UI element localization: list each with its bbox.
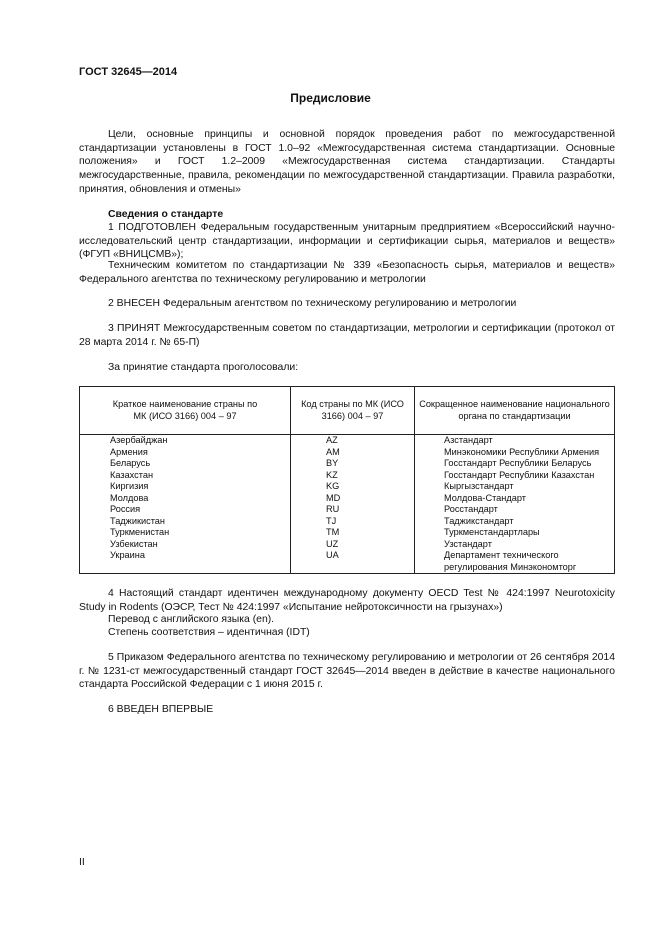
table-header-body: Сокращенное наименование национального органа по стандартизации [415, 387, 615, 435]
country-cell: Узбекистан [80, 539, 291, 551]
code-cell: RU [291, 504, 415, 516]
table-row [80, 539, 615, 551]
table-row [80, 470, 615, 482]
code-cell: KZ [291, 470, 415, 482]
item-4c: Степень соответствия – идентичная (IDT) [108, 627, 310, 638]
country-cell: Молдова [80, 493, 291, 505]
item-2: 2 ВНЕСЕН Федеральным агентством по техническому регулированию и метрологии [108, 298, 517, 309]
table-row [80, 527, 615, 539]
country-cell: Армения [80, 447, 291, 459]
body-cell: Департамент технического регулирования Минэкономторг [415, 550, 615, 574]
item-1b: Техническим комитетом по стандартизации № 339 «Безопасность сырья, материалов и веществ» Федерального агентства по техническому регулированию и метрологии [79, 260, 615, 285]
item-4b: Перевод с английского языка (en). [108, 614, 275, 625]
table-row [80, 435, 615, 447]
body-cell: Росстандарт [415, 504, 615, 516]
table-row [80, 493, 615, 505]
document-code: ГОСТ 32645—2014 [79, 66, 178, 78]
body-cell: Госстандарт Республики Казахстан [415, 470, 615, 482]
code-cell: AM [291, 447, 415, 459]
item-4: 4 Настоящий стандарт идентичен международному документу OECD Test № 424:1997 Neurotoxicity Study in Rodents (ОЭСР, Тест № 424:1997 «Испытание нейротоксичности на грызунах») [79, 588, 615, 613]
item-5: 5 Приказом Федерального агентства по техническому регулированию и метрологии от 26 сентября 2014 г. № 1231-ст межгосударственный стандарт ГОСТ 32645—2014 введен в действие в качестве национального стандарта Российской Федерации с 1 июня 2015 г. [79, 652, 615, 691]
code-cell: UZ [291, 539, 415, 551]
country-cell: Таджикистан [80, 516, 291, 528]
item-6: 6 ВВЕДЕН ВПЕРВЫЕ [108, 704, 214, 715]
code-cell: BY [291, 458, 415, 470]
country-cell: Украина [80, 550, 291, 574]
country-cell: Россия [80, 504, 291, 516]
country-cell: Казахстан [80, 470, 291, 482]
page-number: II [79, 857, 85, 868]
code-cell: MD [291, 493, 415, 505]
country-cell: Беларусь [80, 458, 291, 470]
body-cell: Кыргызстандарт [415, 481, 615, 493]
body-cell: Госстандарт Республики Беларусь [415, 458, 615, 470]
table-row [80, 447, 615, 459]
table-row [80, 504, 615, 516]
country-cell: Азербайджан [80, 435, 291, 447]
code-cell: TJ [291, 516, 415, 528]
body-cell: Молдова-Стандарт [415, 493, 615, 505]
table-header-code: Код страны по МК (ИСО 3166) 004 – 97 [291, 387, 415, 435]
body-cell: Узстандарт [415, 539, 615, 551]
table-row [80, 481, 615, 493]
country-cell: Туркменистан [80, 527, 291, 539]
code-cell: AZ [291, 435, 415, 447]
item-3: 3 ПРИНЯТ Межгосударственным советом по стандартизации, метрологии и сертификации (протокол от 28 марта 2014 г. № 65-П) [79, 323, 615, 348]
code-cell: UA [291, 550, 415, 574]
intro-paragraph: Цели, основные принципы и основной порядок проведения работ по межгосударственной стандартизации установлены в ГОСТ 1.0–92 «Межгосударственная система стандартизации. Основные положения» и ГОСТ 1.2–2009 «Межгосударственная система стандартизации. Стандарты межгосударственные, правила, рекомендации по межгосударственной стандартизации. Правила разработки, принятия, обновления и отмены» [79, 129, 615, 195]
body-cell: Туркменстандартлары [415, 527, 615, 539]
body-cell: Минэкономики Республики Армения [415, 447, 615, 459]
table-row [80, 458, 615, 470]
page-title: Предисловие [290, 91, 371, 105]
item-1: 1 ПОДГОТОВЛЕН Федеральным государственным унитарным предприятием «Всероссийский научно-исследовательский центр стандартизации, информации и сертификации сырья, материалов и веществ» (ФГУП «ВНИЦСМВ»); [79, 222, 615, 261]
vote-intro: За принятие стандарта проголосовали: [108, 362, 299, 373]
code-cell: KG [291, 481, 415, 493]
info-heading: Сведения о стандарте [108, 209, 224, 220]
table-header-country: Краткое наименование страны по МК (ИСО 3166) 004 – 97 [80, 387, 291, 435]
country-cell: Киргизия [80, 481, 291, 493]
code-cell: TM [291, 527, 415, 539]
body-cell: Азстандарт [415, 435, 615, 447]
body-cell: Таджикстандарт [415, 516, 615, 528]
table-row [80, 550, 615, 574]
table-row [80, 516, 615, 528]
voting-table [79, 386, 615, 574]
